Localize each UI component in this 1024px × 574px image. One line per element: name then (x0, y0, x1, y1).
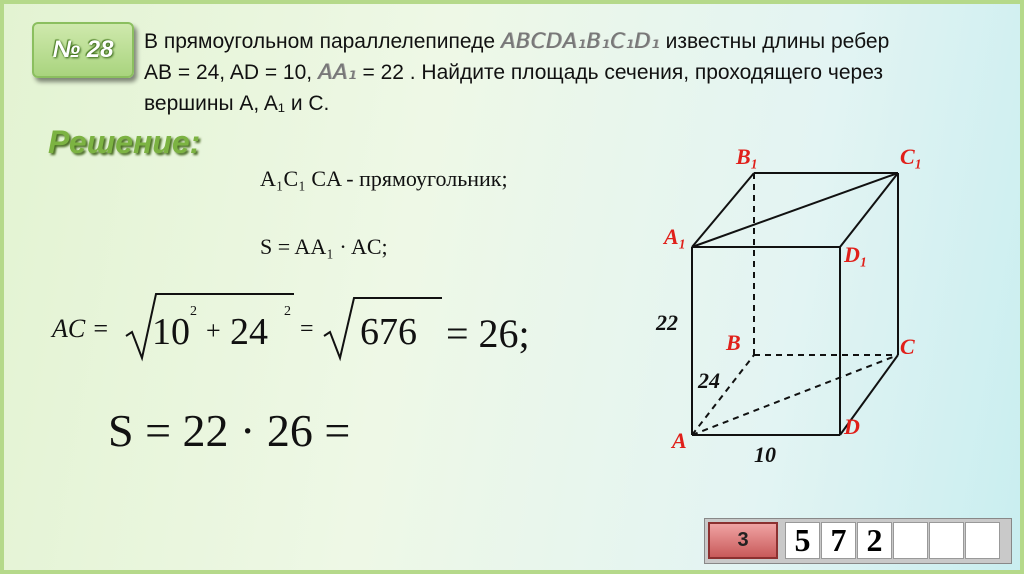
answer-digit-cell[interactable]: 7 (821, 522, 856, 559)
parallelepiped-diagram (644, 144, 964, 464)
problem-text: = 22 . Найдите площадь сечения, проходящего через (362, 61, 884, 84)
answer-digit-cell[interactable]: 2 (857, 522, 892, 559)
edge-notation: AA₁ (317, 60, 357, 84)
label-b1: B₁ (736, 144, 759, 169)
final-formula: S = 22 · 26 = (108, 405, 351, 456)
answer-digit-cell[interactable] (929, 522, 964, 559)
label-d1: D₁ (844, 242, 868, 267)
problem-text: В прямоугольном параллелепипеде (144, 30, 496, 53)
label-c: C (900, 334, 915, 359)
hidden-diagonal-ac (692, 355, 898, 435)
equals: = (300, 316, 314, 342)
problem-number-badge (32, 22, 134, 78)
length-22: 22 (656, 310, 678, 335)
check-button[interactable]: 3 (708, 522, 778, 559)
problem-text: известны длины ребер (665, 30, 890, 53)
solution-heading: Решение: (48, 124, 201, 160)
exponent: 2 (284, 304, 291, 319)
six-seven-six: 676 (360, 311, 417, 353)
solution-line-1: A₁C₁ CA - прямоугольник; (260, 166, 508, 191)
answer-bar (704, 518, 1012, 564)
label-b: B (726, 330, 741, 355)
problem-number: № 28 (52, 36, 114, 63)
solution-line-2: S = AA₁ · AC; (260, 234, 388, 259)
problem-line-1 (144, 26, 1014, 57)
label-c1: C₁ (900, 144, 923, 169)
problem-line-3: вершины A, A₁ и C. (144, 92, 330, 115)
plus: + (206, 316, 221, 345)
length-24: 24 (698, 368, 720, 393)
parallelepiped-notation: ABCDA₁B₁C₁D₁ (500, 29, 660, 53)
result: = 26; (446, 311, 530, 356)
length-10: 10 (754, 442, 776, 467)
problem-statement (144, 26, 1014, 119)
problem-line-2 (144, 57, 1014, 88)
ten: 10 (152, 311, 190, 353)
answer-digit-cell[interactable] (965, 522, 1000, 559)
exponent: 2 (190, 304, 197, 319)
answer-digit-cell[interactable] (893, 522, 928, 559)
twentyfour: 24 (230, 311, 268, 353)
label-a: A (672, 428, 687, 453)
ac-label: AC = (52, 314, 110, 343)
answer-digit-cell[interactable]: 5 (785, 522, 820, 559)
label-d: D (844, 414, 860, 439)
problem-text: AB = 24, AD = 10, (144, 61, 313, 84)
label-a1: A₁ (664, 224, 687, 249)
